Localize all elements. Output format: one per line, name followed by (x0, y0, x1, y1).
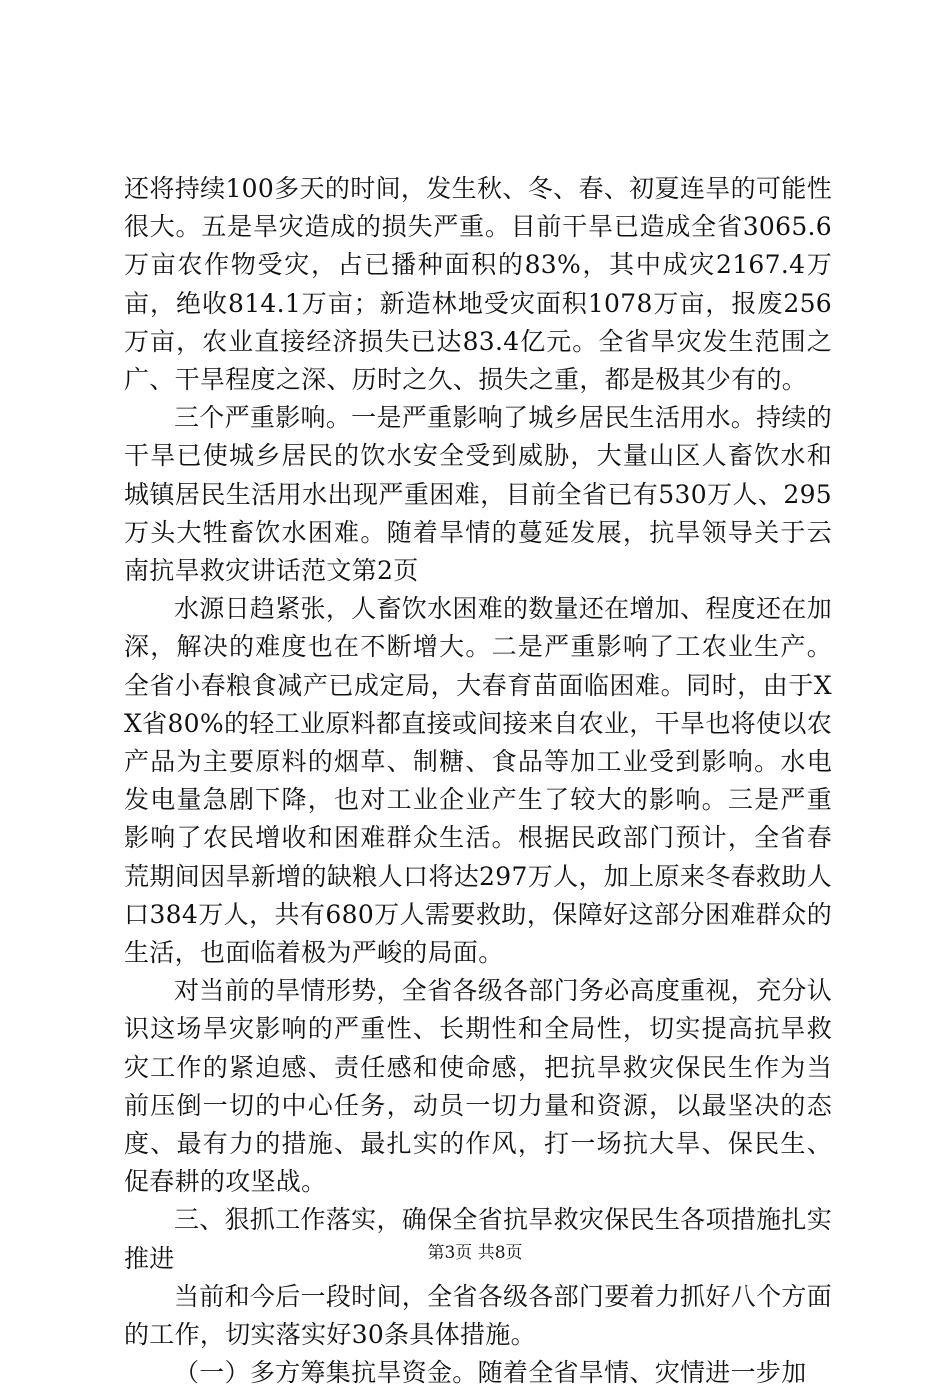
document-body (124, 170, 832, 1393)
page-number-footer: 第3页 共8页 (427, 1243, 523, 1263)
paragraph-three-impacts: 三个严重影响。一是严重影响了城乡居民生活用水。持续的干旱已使城乡居民的饮水安全受到威胁，大量山区人畜饮水和城镇居民生活用水出现严重困难，目前全省已有530万人、295万头大牲畜饮水困难。随着旱情的蔓延发展，抗旱领导关于云南抗旱救灾讲话范文第2页 (124, 403, 832, 586)
paragraph-eight-tasks: 当前和今后一段时间，全省各级各部门要着力抓好八个方面的工作，切实落实好30条具体措施。 (124, 1281, 832, 1350)
paragraph-drought-losses: 还将持续100多天的时间，发生秋、冬、春、初夏连旱的可能性很大。五是旱灾造成的损失严重。目前干旱已造成全省3065.6万亩农作物受灾，占已播种面积的83%，其中成灾2167.4万亩，绝收814.1万亩；新造林地受灾面积1078万亩，报废256万亩，农业直接经济损失已达83.4亿元。全省旱灾发生范围之广、干旱程度之深、历时之久、损失之重，都是极其少有的。 (124, 174, 832, 395)
paragraph-water-and-industry: 水源日趋紧张，人畜饮水困难的数量还在增加、程度还在加深，解决的难度也在不断增大。二是严重影响了工农业生产。全省小春粮食减产已成定局，大春育苗面临困难。同时，由于XX省80%的轻工业原料都直接或间接来自农业，干旱也将使以农产品为主要原料的烟草、制糖、食品等加工业受到影响。水电发电量急剧下降，也对工业企业产生了较大的影响。三是严重影响了农民增收和困难群众生活。根据民政部门预计，全省春荒期间因旱新增的缺粮人口将达297万人，加上原来冬春救助人口384万人，共有680万人需要救助，保障好这部分困难群众的生活，也面临着极为严峻的局面。 (124, 594, 832, 968)
paragraph-situation-awareness: 对当前的旱情形势，全省各级各部门务必高度重视，充分认识这场旱灾影响的严重性、长期性和全局性，切实提高抗旱救灾工作的紧迫感、责任感和使命感，把抗旱救灾保民生作为当前压倒一切的中心任务，动员一切力量和资源，以最坚决的态度、最有力的措施、最扎实的作风，打一场抗大旱、保民生、促春耕的攻坚战。 (124, 976, 832, 1197)
paragraph-raise-funds: （一）多方筹集抗旱资金。随着全省旱情、灾情进一步加 (174, 1358, 807, 1388)
section-heading-three: 三、狠抓工作落实，确保全省抗旱救灾保民生各项措施扎实推进 (124, 1205, 832, 1273)
